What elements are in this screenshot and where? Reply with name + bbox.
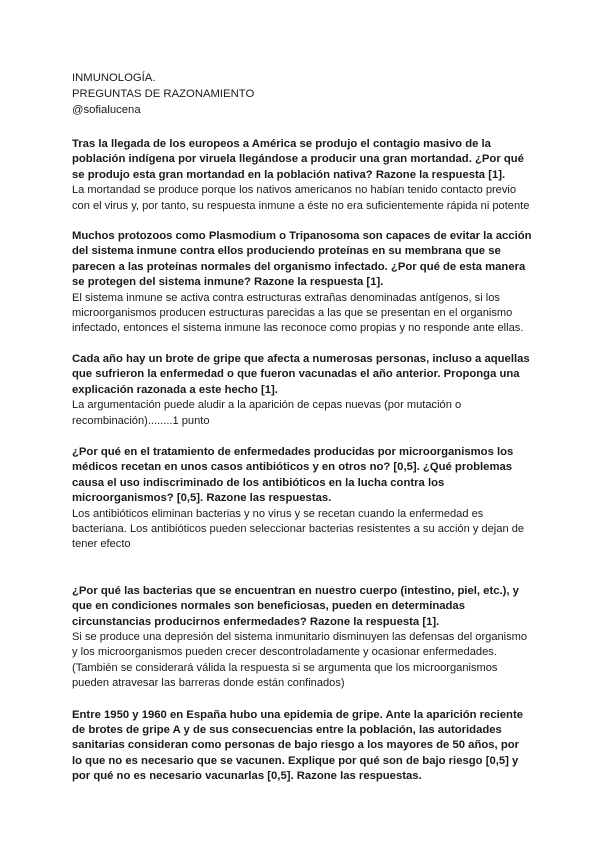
document-page <box>72 70 532 785</box>
question-block-2 <box>72 229 532 337</box>
question-text: ¿Por qué en el tratamiento de enfermedades producidas por microorganismos los médicos recetan en unos casos antibióticos y en otros no? [0,5]. ¿Qué problemas causa el uso indiscriminado de los antibióticos en la lucha contra los microorganismos? [0,5]. Razone las respuestas. <box>72 445 514 505</box>
answer-text: La argumentación puede aludir a la aparición de cepas nuevas (por mutación o recombinación)........1 punto <box>72 399 462 427</box>
question-block-5 <box>72 584 532 692</box>
answer-note: (También se considerará válida la respuesta si se argumenta que los microorganismos pueden atravesar las barreras donde están confinados) <box>72 661 498 690</box>
document-title: INMUNOLOGÍA. <box>72 72 156 84</box>
question-text: Muchos protozoos como Plasmodium o Tripanosoma son capaces de evitar la acción del sistema inmune contra ellos produciendo proteínas en su membrana que se parecen a las proteínas normales del organismo infectado. ¿Por qué de esta manera se protegen del sistema inmune? Razone la respuesta [1]. <box>72 230 532 289</box>
question-text: Cada año hay un brote de gripe que afecta a numerosas personas, incluso a aquellas que sufrieron la enfermedad o que fueron vacunadas el año anterior. Proponga una explicación razonada a este hecho [1]. <box>72 352 530 396</box>
answer-text: La mortandad se produce porque los nativos americanos no habían tenido contacto previo con el virus y, por tanto, su respuesta inmune a éste no era suficientemente rápida ni potente <box>72 184 530 212</box>
question-text: ¿Por qué las bacterias que se encuentran en nuestro cuerpo (intestino, piel, etc.), y que en condiciones normales son beneficiosas, pueden en determinadas circunstancias producirnos enfermedades? Razone la respuesta [1]. <box>72 584 519 628</box>
question-block-6 <box>72 708 532 785</box>
answer-text: Si se produce una depresión del sistema inmunitario disminuyen las defensas del organismo y los microorganismos pueden crecer descontroladamente y ocasionar enfermedades. <box>72 630 528 659</box>
question-text: Entre 1950 y 1960 en España hubo una epidemia de gripe. Ante la aparición reciente de brotes de gripe A y de sus consecuencias entre la población, las autoridades sanitarias consideran como personas de bajo riesgo a los mayores de 50 años, por lo que no es necesario que se vacunen. Explique por qué son de bajo riesgo [0,5] y por qué no es necesario vacunarlas [0,5]. Razone las respuestas. <box>72 708 523 783</box>
document-subtitle: PREGUNTAS DE RAZONAMIENTO <box>72 88 255 100</box>
answer-text: El sistema inmune se activa contra estructuras extrañas denominadas antígenos, si los microorganismos producen estructuras parecidas a las que se presentan en el organismo infectado, entonces el sistema inmune las reconoce como propias y no responde ante ellas. <box>72 291 524 335</box>
question-block-1 <box>72 137 532 214</box>
question-text: Tras la llegada de los europeos a América se produjo el contagio masivo de la población indígena por viruela llegándose a producir una gran mortandad. ¿Por qué se produjo esta gran mortandad en la población nativa? Razone la respuesta [1]. <box>72 138 524 181</box>
document-author: @sofialucena <box>72 104 141 116</box>
document-header <box>72 70 532 118</box>
question-block-4 <box>72 445 532 553</box>
question-block-3 <box>72 352 532 429</box>
answer-text: Los antibióticos eliminan bacterias y no virus y se recetan cuando la enfermedad es bacteriana. Los antibióticos pueden seleccionar bacterias resistentes a su acción y dejan de tener efecto <box>72 507 525 551</box>
